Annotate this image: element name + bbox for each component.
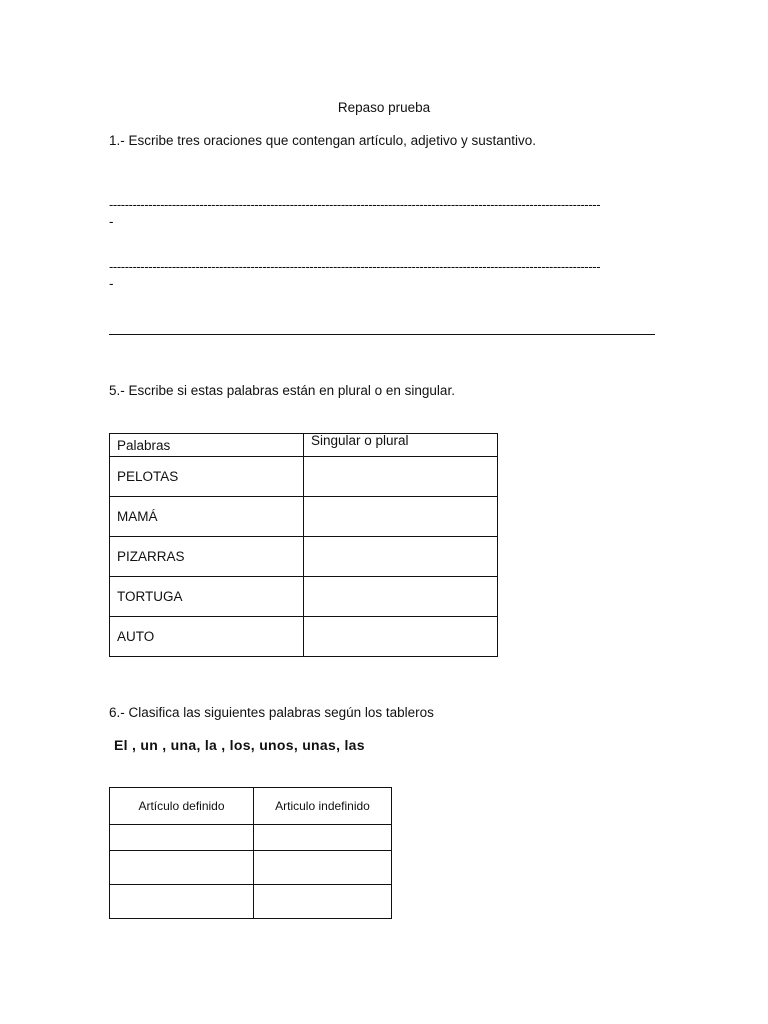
question-1-prompt: 1.- Escribe tres oraciones que contengan artículo, adjetivo y sustantivo.: [109, 133, 536, 148]
indefinido-cell[interactable]: [254, 825, 392, 851]
word-cell: MAMÁ: [110, 497, 304, 537]
table-row: [110, 577, 498, 617]
answer-line-1[interactable]: -----------------------------------------------------------------------------------------------------------------------------: [109, 197, 601, 212]
indefinido-cell[interactable]: [254, 851, 392, 885]
answer-line-3[interactable]: [109, 334, 655, 335]
header-singular-plural: Singular o plural: [304, 434, 498, 457]
answer-line-1-wrap: -: [109, 214, 114, 229]
table-row: [110, 497, 498, 537]
answer-cell[interactable]: [304, 577, 498, 617]
answer-line-2[interactable]: -----------------------------------------------------------------------------------------------------------------------------: [109, 259, 601, 274]
word-list: El , un , una, la , los, unos, unas, las: [114, 737, 365, 753]
table-row: [110, 885, 392, 919]
table-header-row: [110, 434, 498, 457]
header-articulo-indefinido: Articulo indefinido: [254, 788, 392, 825]
articles-table: [109, 787, 392, 919]
question-6-prompt: 6.- Clasifica las siguientes palabras según los tableros: [109, 705, 434, 720]
question-5-prompt: 5.- Escribe si estas palabras están en plural o en singular.: [109, 383, 455, 398]
answer-cell[interactable]: [304, 497, 498, 537]
word-cell: PIZARRAS: [110, 537, 304, 577]
word-cell: TORTUGA: [110, 577, 304, 617]
table-row: [110, 457, 498, 497]
table-row: [110, 617, 498, 657]
table-header-row: [110, 788, 392, 825]
answer-line-2-wrap: -: [109, 276, 114, 291]
definido-cell[interactable]: [110, 885, 254, 919]
definido-cell[interactable]: [110, 825, 254, 851]
word-cell: AUTO: [110, 617, 304, 657]
singular-plural-table: [109, 433, 498, 657]
answer-cell[interactable]: [304, 537, 498, 577]
page-title: Repaso prueba: [337, 100, 431, 115]
definido-cell[interactable]: [110, 851, 254, 885]
word-cell: PELOTAS: [110, 457, 304, 497]
header-palabras: Palabras: [110, 434, 304, 457]
table-row: [110, 851, 392, 885]
table-row: [110, 537, 498, 577]
indefinido-cell[interactable]: [254, 885, 392, 919]
answer-cell[interactable]: [304, 617, 498, 657]
answer-cell[interactable]: [304, 457, 498, 497]
header-articulo-definido: Artículo definido: [110, 788, 254, 825]
table-row: [110, 825, 392, 851]
